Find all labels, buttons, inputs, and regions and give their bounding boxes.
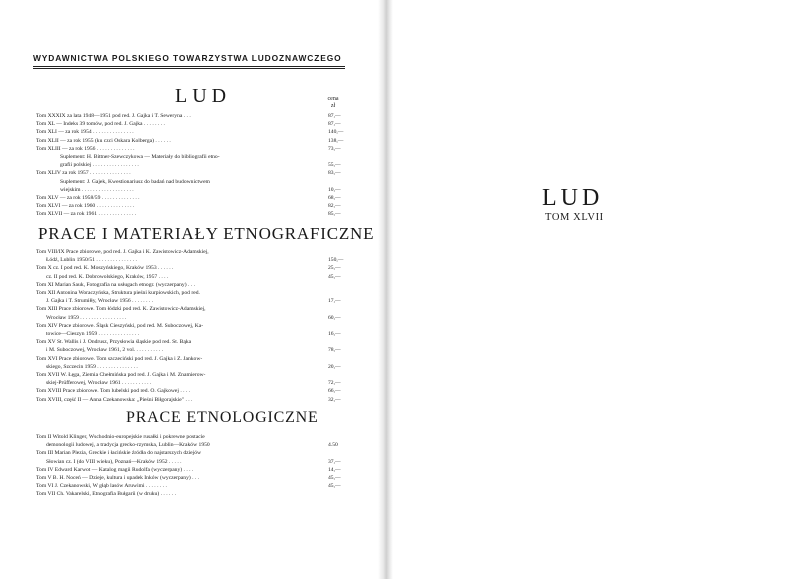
entry-text: Tom XLVI — za rok 1960 . . . . . . . . . . . . . . [36, 203, 135, 210]
entry-text: Tom VII Ch. Vakarelski, Etnografia Bułgarii (w druku) . . . . . . [36, 491, 176, 498]
catalog-entry [36, 120, 348, 128]
catalog-entry [36, 396, 348, 404]
catalog-entry [36, 314, 348, 322]
entry-text: Wrocław 1959 . . . . . . . . . . . . . . . . . [46, 314, 127, 321]
catalog-entry [36, 330, 348, 338]
right-page [393, 0, 800, 579]
catalog-entry [36, 466, 348, 474]
entry-price: 37,— [328, 458, 341, 465]
entry-text: Tom XLVII — za rok 1961 . . . . . . . . . . . . . . [36, 211, 137, 218]
catalog-entry [36, 433, 348, 441]
entry-text: Łódź, Lublin 1950/51 . . . . . . . . . . . . . . . [46, 257, 137, 264]
catalog-entry [36, 458, 348, 466]
entry-text: grafii polskiej . . . . . . . . . . . . . . . . . [60, 162, 139, 169]
prace-etnologiczne-list [36, 433, 348, 499]
catalog-entry [36, 346, 348, 354]
catalog-entry [36, 482, 348, 490]
left-page [0, 0, 378, 579]
catalog-entry [36, 153, 348, 161]
entry-price: 25,— [328, 265, 341, 272]
entry-text: i M. Suboczowej, Wrocław 1961, 2 vol. . . . . . . . . . . [46, 347, 164, 354]
price-column-header [320, 96, 346, 110]
entry-text: Tom XL — Indeks 39 tomów, pod red. J. Gajka . . . . . . . . [36, 121, 165, 128]
publisher-header: WYDAWNICTWA POLSKIEGO TOWARZYSTWA LUDOZNAWCZEGO [33, 53, 342, 63]
entry-text: Suplement: H. Bittner-Szewczykowa — Materiały do bibliografii etno- [60, 154, 220, 161]
entry-price: 20,— [328, 363, 341, 370]
catalog-entry [36, 161, 348, 169]
catalog-entry [36, 474, 348, 482]
catalog-entry [36, 322, 348, 330]
entry-text: Tom XVIII, część II — Anna Czekanowska: „Pieśni Biłgorajskie" . . . [36, 396, 193, 403]
right-page-volume: TOM XLVII [545, 212, 604, 223]
catalog-entry [36, 305, 348, 313]
entry-price: 82,— [328, 203, 341, 210]
entry-text: Tom X cz. I pod red. K. Moszyńskiego, Kraków 1953 . . . . . . [36, 265, 174, 272]
entry-price: 87,— [328, 113, 341, 119]
catalog-entry [36, 355, 348, 363]
entry-price: 10,— [328, 186, 341, 193]
entry-text: Tom XIII Prace zbiorowe. Tom łódzki pod red. K. Zawistowicz-Adamskiej, [36, 306, 206, 313]
entry-text: Tom VIII/IX Prace zbiorowe, pod red. J. Gajka i K. Zawistowicz-Adamskiej, [36, 249, 209, 255]
entry-text: Tom XIV Prace zbiorowe. Śląsk Cieszyński, pod red. M. Suboczowej, Ka- [36, 322, 204, 329]
catalog-entry [36, 210, 348, 218]
prace-materialy-title: PRACE I MATERIAŁY ETNOGRAFICZNE [38, 224, 375, 243]
catalog-entry [36, 363, 348, 371]
catalog-entry [36, 128, 348, 136]
catalog-entry [36, 338, 348, 346]
entry-price: 138,— [328, 137, 344, 144]
catalog-entry [36, 273, 348, 281]
entry-text: Tom II Witold Klinger, Wschodnio-europejskie rusałki i pokrewne postacie [36, 434, 205, 440]
right-page-title: LUD [542, 185, 604, 211]
entry-text: Tom XLII — za rok 1955 (ku czci Oskara Kolberga) . . . . . . [36, 137, 171, 144]
entry-price: 16,— [328, 331, 341, 338]
entry-price: 17,— [328, 298, 341, 305]
catalog-entry [36, 264, 348, 272]
catalog-entry [36, 281, 348, 289]
entry-text: wiejskim . . . . . . . . . . . . . . . . . . . [60, 186, 134, 193]
catalog-entry [36, 490, 348, 498]
entry-text: Tom XVIII Prace zbiorowe. Tom lubelski pod red. O. Gajkowej . . . . [36, 388, 191, 395]
entry-price: 4.50 [328, 442, 338, 449]
entry-price: 55,— [328, 162, 341, 169]
catalog-entry [36, 387, 348, 395]
entry-price: 32,— [328, 396, 341, 403]
entry-price: 85,— [328, 211, 341, 218]
entry-price: 83,— [328, 170, 341, 177]
entry-text: Suplement: J. Gajek, Kwestionariusz do badań nad budownictwem [60, 178, 210, 185]
entry-price: 45,— [328, 475, 341, 482]
entry-text: Tom XLIII — za rok 1956 . . . . . . . . . . . . . . [36, 145, 135, 152]
entry-text: Tom XVI Prace zbiorowe. Tom szczeciński pod red. J. Gajka i Z. Jankow- [36, 355, 203, 362]
entry-price: 73,— [328, 145, 341, 152]
catalog-entry [36, 202, 348, 210]
entry-price: 150,— [328, 257, 344, 264]
entry-price: 45,— [328, 483, 341, 490]
entry-text: Tom XLI — za rok 1954 . . . . . . . . . . . . . . . [36, 129, 134, 136]
entry-text: towice—Cieszyn 1959 . . . . . . . . . . . . . . . [46, 331, 140, 338]
entry-text: skiej-Prüfferowej, Wrocław 1961 . . . . . . . . . . . [46, 380, 152, 387]
entry-price: 60,— [328, 314, 341, 321]
entry-text: J. Gajka i T. Strumiłły, Wrocław 1956 . . . . . . . . [46, 298, 154, 305]
price-unit-label: zł [330, 103, 336, 109]
entry-text: Słowian cz. I (do VIII wieku), Poznań—Kraków 1952 . . . . . [46, 458, 182, 465]
catalog-entry [36, 297, 348, 305]
entry-text: skiego, Szczecin 1959 . . . . . . . . . . . . . . . [46, 363, 138, 370]
entry-text: cz. II pod red. K. Dobrowolskiego, Kraków, 1957 . . . . [46, 273, 169, 280]
catalog-entry [36, 194, 348, 202]
entry-text: demonologii ludowej, a tradycja grecko-rzymska, Lublin—Kraków 1950 [46, 442, 210, 449]
book-gutter [378, 0, 393, 579]
entry-price: 45,— [328, 273, 341, 280]
prace-etnologiczne-title: PRACE ETNOLOGICZNE [126, 409, 319, 426]
catalog-entry [36, 186, 348, 194]
entry-text: Tom III Marian Plezia, Greckie i łacińskie źródła do najstarszych dziejów [36, 450, 202, 457]
header-rule-bottom [33, 68, 345, 69]
catalog-entry [36, 169, 348, 177]
entry-text: Tom XXXIX za lata 1948—1951 pod red. J. Gajka i T. Seweryna . . . [36, 113, 191, 119]
lud-volume-list [36, 112, 348, 219]
lud-section-title: LUD [175, 85, 232, 107]
catalog-entry [36, 441, 348, 449]
entry-price: 87,— [328, 121, 341, 128]
catalog-entry [36, 178, 348, 186]
entry-text: Tom V B. H. Noceń — Dzieje, kultura i upadek Inków (wyczerpany) . . . [36, 475, 200, 482]
catalog-entry [36, 137, 348, 145]
catalog-entry [36, 248, 348, 256]
catalog-entry [36, 112, 348, 120]
entry-text: Tom XV St. Wallis i J. Ondrusz, Przysłowia śląskie pod red. St. Bąka [36, 339, 192, 346]
entry-price: 68,— [328, 195, 341, 202]
catalog-entry [36, 256, 348, 264]
entry-text: Tom XVII W. Łęga, Ziemia Chełmińska pod red. J. Gajka i M. Znamierow- [36, 372, 206, 379]
catalog-entry [36, 145, 348, 153]
entry-text: Tom XII Antonina Woraczyńska, Struktura pieśni kurpiowskich, pod red. [36, 290, 200, 297]
catalog-entry [36, 379, 348, 387]
entry-text: Tom XLIV za rok 1957 . . . . . . . . . . . . . . . [36, 170, 131, 177]
entry-price: 72,— [328, 380, 341, 387]
entry-text: Tom IV Edward Karwot — Katalog magii Rudolfa (wyczerpany) . . . . [36, 466, 194, 473]
header-rule-top [33, 66, 345, 67]
entry-text: Tom XLV — za rok 1958/59 . . . . . . . . . . . . . . [36, 195, 140, 202]
entry-text: Tom XI Marian Sauk, Fotografia na usługach etnogr. (wyczerpany) . . . [36, 281, 195, 288]
price-header-label: cena [327, 96, 339, 102]
catalog-entry [36, 449, 348, 457]
entry-price: 14,— [328, 466, 341, 473]
prace-materialy-list [36, 248, 348, 404]
catalog-entry [36, 289, 348, 297]
entry-price: 78,— [328, 347, 341, 354]
catalog-entry [36, 371, 348, 379]
entry-price: 66,— [328, 388, 341, 395]
entry-price: 140,— [328, 129, 344, 136]
entry-text: Tom VI J. Czekanowski, W głąb lasów Aruwimi . . . . . . . . [36, 483, 167, 490]
